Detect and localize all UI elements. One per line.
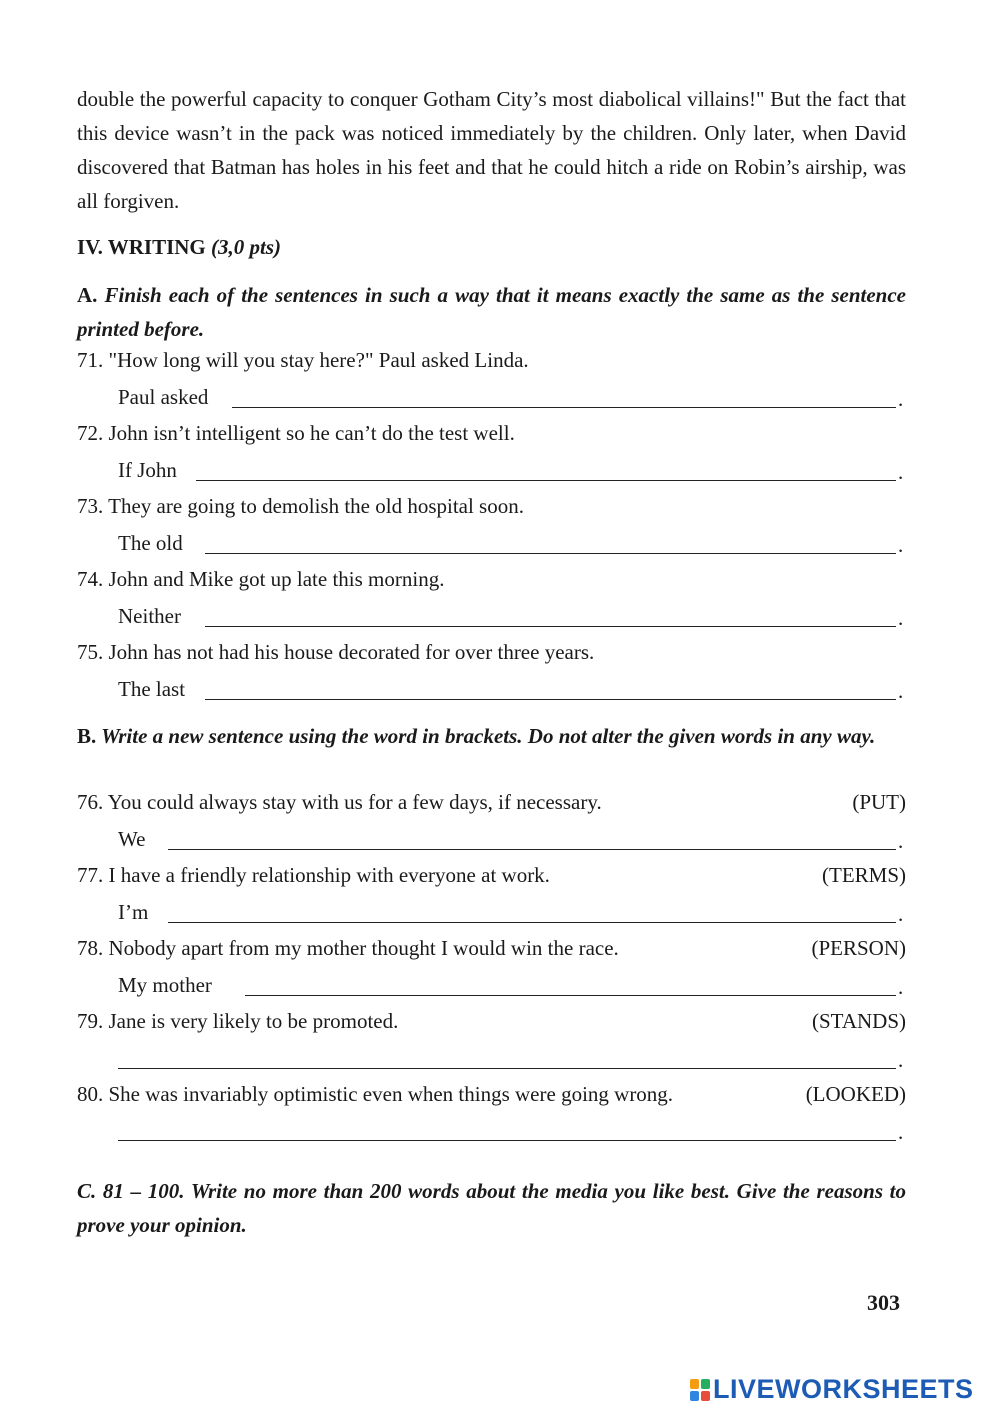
answer-stem-72: If John: [118, 458, 177, 482]
brand-text: LIVEWORKSHEETS: [713, 1374, 974, 1404]
answer-stem-77: I’m: [118, 900, 149, 924]
answer-line-71[interactable]: [232, 407, 896, 408]
question-75: [77, 640, 594, 665]
answer-stem-76: We: [118, 827, 146, 851]
question-sentence: John isn’t intelligent so he can’t do the test well.: [108, 421, 515, 445]
answer-line-77[interactable]: [168, 922, 896, 923]
period: .: [898, 387, 904, 411]
period: .: [898, 902, 904, 926]
question-72: [77, 421, 515, 446]
question-number: 77.: [77, 863, 104, 887]
answer-stem-71: Paul asked: [118, 385, 209, 409]
liveworksheets-logo-icon: [690, 1379, 710, 1401]
answer-line-73[interactable]: [205, 553, 896, 554]
question-sentence: John and Mike got up late this morning.: [108, 567, 445, 591]
keyword-76: (PUT): [852, 790, 906, 814]
question-sentence: Nobody apart from my mother thought I would win the race.: [108, 936, 619, 960]
answer-stem-75: The last: [118, 677, 186, 701]
question-sentence: You could always stay with us for a few days, if necessary.: [107, 790, 602, 814]
question-sentence: They are going to demolish the old hospital soon.: [108, 494, 524, 518]
question-number: 78.: [77, 936, 104, 960]
answer-line-72[interactable]: [196, 480, 896, 481]
period: .: [898, 606, 904, 630]
question-number: 73.: [77, 494, 104, 518]
part-b-instruction-text: Write a new sentence using the word in brackets. Do not alter the given words in any way.: [101, 724, 876, 748]
question-80: [77, 1082, 673, 1107]
answer-line-76[interactable]: [168, 849, 896, 850]
question-78: [77, 936, 619, 961]
question-77: [77, 863, 550, 888]
part-a-instruction-text: Finish each of the sentences in such a way that it means exactly the same as the sentence printed before.: [77, 283, 907, 341]
question-sentence: I have a friendly relationship with everyone at work.: [108, 863, 550, 887]
question-74: [77, 567, 444, 592]
question-73: [77, 494, 524, 519]
part-b-instruction: [77, 719, 906, 753]
keyword-79: (STANDS): [812, 1009, 906, 1033]
question-sentence: She was invariably optimistic even when things were going wrong.: [108, 1082, 674, 1106]
answer-stem-74: Neither: [118, 604, 181, 628]
period: .: [898, 975, 904, 999]
answer-line-78[interactable]: [245, 995, 896, 996]
page-number: 303: [867, 1290, 900, 1315]
section-points: (3,0 pts): [211, 235, 282, 259]
question-sentence: John has not had his house decorated for over three years.: [108, 640, 595, 664]
part-a-instruction: [77, 278, 906, 346]
question-sentence: "How long will you stay here?" Paul asked Linda.: [108, 348, 529, 372]
keyword-78: (PERSON): [811, 936, 906, 960]
period: .: [898, 460, 904, 484]
answer-line-75[interactable]: [205, 699, 896, 700]
answer-line-80[interactable]: [118, 1140, 896, 1141]
question-79: [77, 1009, 398, 1034]
question-71: [77, 348, 529, 373]
keyword-77: (TERMS): [822, 863, 906, 887]
period: .: [898, 1048, 904, 1072]
section-title: IV. WRITING: [77, 235, 206, 259]
period: .: [898, 679, 904, 703]
question-number: 76.: [77, 790, 104, 814]
keyword-80: (LOOKED): [805, 1082, 906, 1106]
part-b-letter: B.: [77, 724, 97, 748]
intro-paragraph: double the powerful capacity to conquer Gotham City’s most diabolical villains!" But the fact that this device wasn’t in the pack was noticed immediately by the children. Only later, when David discovered that Batman has holes in his feet and that he could hitch a ride on Robin’s airship, was all forgiven.: [77, 87, 906, 213]
section-heading: [77, 235, 281, 260]
question-number: 74.: [77, 567, 104, 591]
question-sentence: Jane is very likely to be promoted.: [108, 1009, 399, 1033]
part-c-instruction: C. 81 – 100. Write no more than 200 words about the media you like best. Give the reasons to prove your opinion.: [77, 1179, 906, 1237]
answer-line-79[interactable]: [118, 1068, 896, 1069]
period: .: [898, 533, 904, 557]
period: .: [898, 829, 904, 853]
question-number: 80.: [77, 1082, 104, 1106]
period: .: [898, 1120, 904, 1144]
answer-stem-78: My mother: [118, 973, 212, 997]
answer-stem-73: The old: [118, 531, 183, 555]
question-number: 71.: [77, 348, 104, 372]
question-number: 79.: [77, 1009, 104, 1033]
question-76: [77, 790, 602, 815]
part-a-letter: A.: [77, 283, 98, 307]
question-number: 72.: [77, 421, 104, 445]
liveworksheets-brand[interactable]: [690, 1374, 974, 1405]
question-number: 75.: [77, 640, 104, 664]
answer-line-74[interactable]: [205, 626, 896, 627]
